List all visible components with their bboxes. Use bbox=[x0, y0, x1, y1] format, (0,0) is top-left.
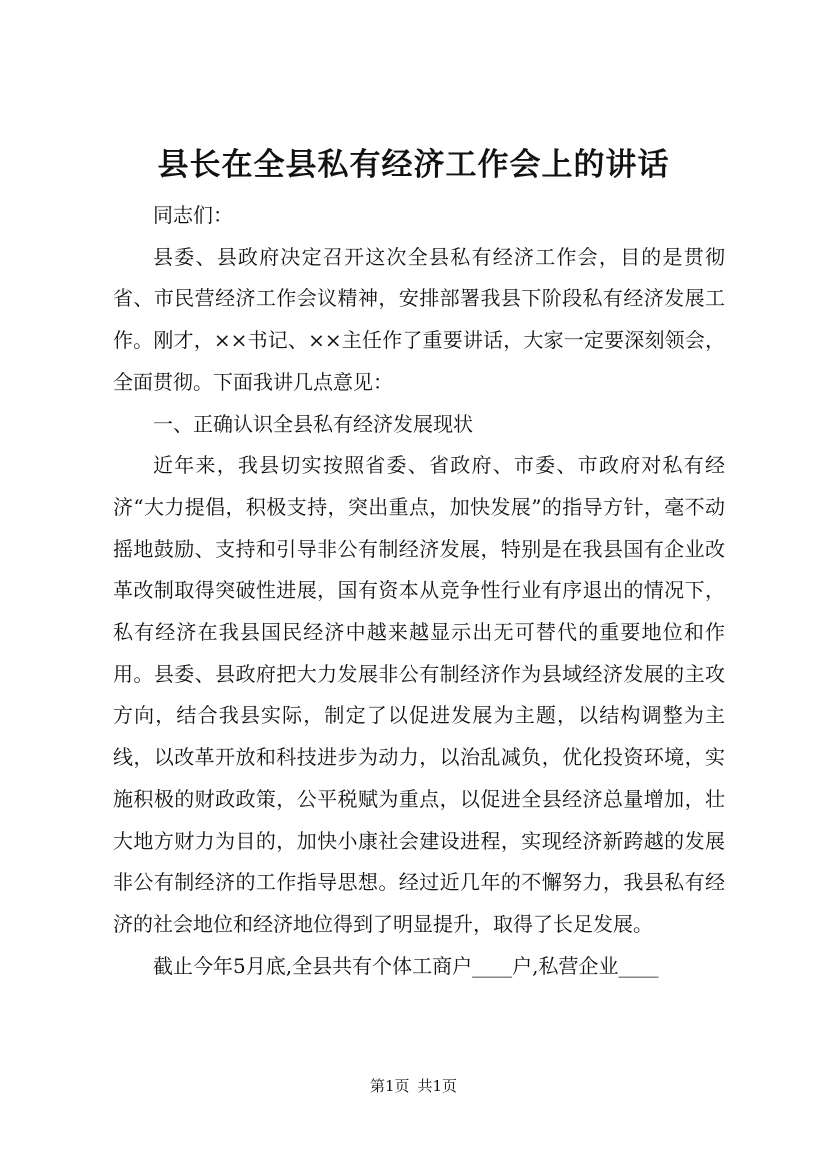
total-pages: 共1页 bbox=[417, 1077, 458, 1095]
body-paragraph: 截止今年5月底,全县共有个体工商户____户,私营企业____ bbox=[153, 953, 659, 978]
salutation-paragraph: 同志们： bbox=[153, 203, 233, 227]
document-title: 县长在全县私有经济工作会上的讲话 bbox=[157, 147, 670, 183]
page-footer bbox=[0, 1075, 827, 1097]
body-paragraph: 近年来，我县切实按照省委、省政府、市委、市政府对私有经济“大力提倡，积极支持，突出重点，加快发展”的指导方针，毫不动摇地鼓励、支持和引导非公有制经济发展，特别是在我县国有企业改革改制取得突破性进展，国有资本从竞争性行业有序退出的情况下，私有经济在我县国民经济中越来越显示出无可替代的重要地位和作用。县委、县政府把大力发展非公有制经济作为县域经济发展的主攻方向，结合我县实际，制定了以促进发展为主题，以结构调整为主线，以改革开放和科技进步为动力，以治乱减负，优化投资环境，实施积极的财政政策，公平税赋为重点，以促进全县经济总量增加，壮大地方财力为目的，加快小康社会建设进程，实现经济新跨越的发展非公有制经济的工作指导思想。经过近几年的不懈努力，我县私有经济的社会地位和经济地位得到了明显提升，取得了长足发展。 bbox=[113, 453, 725, 936]
intro-paragraph: 县委、县政府决定召开这次全县私有经济工作会，目的是贯彻省、市民营经济工作会议精神，安排部署我县下阶段私有经济发展工作。刚才，××书记、××主任作了重要讲话，大家一定要深刻领会，全面贯彻。下面我讲几点意见： bbox=[113, 244, 725, 394]
page-number: 第1页 bbox=[369, 1077, 410, 1095]
document-body bbox=[113, 195, 725, 987]
section-heading: 一、正确认识全县私有经济发展现状 bbox=[153, 411, 473, 436]
